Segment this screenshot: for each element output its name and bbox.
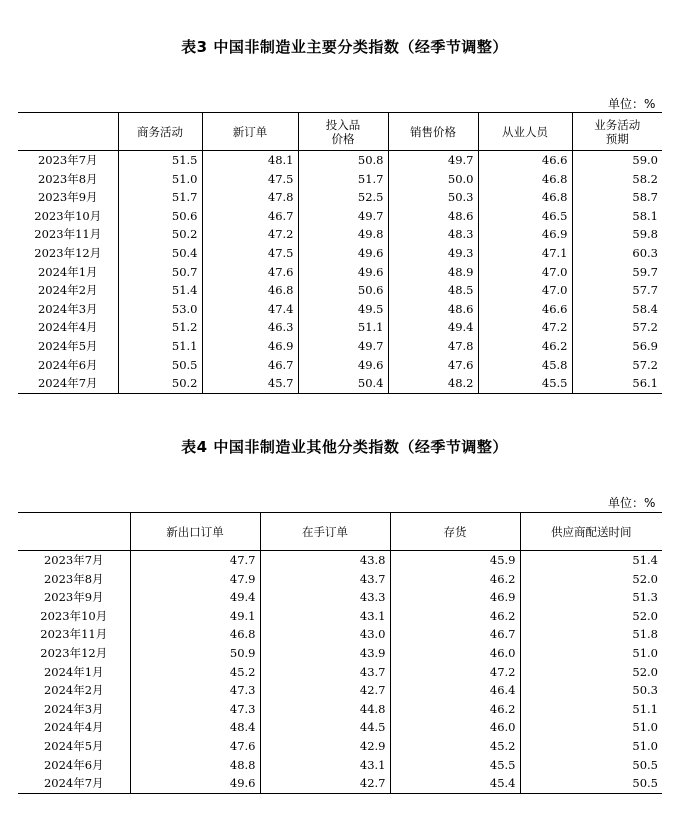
table3-header-cell: 商务活动 — [118, 113, 202, 151]
table-row — [18, 774, 662, 793]
value-cell: 50.6 — [118, 207, 202, 226]
value-cell: 48.6 — [388, 300, 478, 319]
value-cell: 50.2 — [118, 374, 202, 393]
table-row — [18, 207, 662, 226]
value-cell: 45.9 — [390, 551, 520, 570]
value-cell: 49.5 — [298, 300, 388, 319]
value-cell: 47.4 — [202, 300, 298, 319]
value-cell: 51.1 — [520, 700, 662, 719]
value-cell: 46.2 — [390, 700, 520, 719]
value-cell: 42.7 — [260, 681, 390, 700]
table4-header-cell: 存货 — [390, 513, 520, 551]
row-label-cell: 2023年9月 — [37, 190, 98, 205]
value-cell: 49.3 — [388, 244, 478, 263]
value-cell: 57.2 — [572, 318, 662, 337]
value-cell: 51.0 — [520, 737, 662, 756]
value-cell: 47.6 — [388, 356, 478, 375]
value-cell: 50.5 — [520, 756, 662, 775]
value-cell: 45.4 — [390, 774, 520, 793]
table-row — [18, 170, 662, 189]
value-cell: 42.9 — [260, 737, 390, 756]
table3-header-cell: 新订单 — [202, 113, 298, 151]
table-row — [18, 225, 662, 244]
value-cell: 47.7 — [130, 551, 260, 570]
value-cell: 51.0 — [520, 644, 662, 663]
value-cell: 42.7 — [260, 774, 390, 793]
value-cell: 46.7 — [390, 625, 520, 644]
table4-header-cell — [18, 513, 130, 551]
value-cell: 58.7 — [572, 188, 662, 207]
value-cell: 49.6 — [298, 263, 388, 282]
value-cell: 51.0 — [118, 170, 202, 189]
value-cell: 46.8 — [478, 188, 572, 207]
table3-header-cell — [18, 113, 118, 151]
table-row — [18, 756, 662, 775]
value-cell: 46.7 — [202, 207, 298, 226]
value-cell: 47.0 — [478, 263, 572, 282]
value-cell: 43.9 — [260, 644, 390, 663]
value-cell: 52.5 — [298, 188, 388, 207]
value-cell: 44.8 — [260, 700, 390, 719]
value-cell: 46.5 — [478, 207, 572, 226]
value-cell: 47.3 — [130, 681, 260, 700]
value-cell: 48.1 — [202, 151, 298, 170]
value-cell: 59.7 — [572, 263, 662, 282]
table-row — [18, 607, 662, 626]
value-cell: 49.6 — [298, 244, 388, 263]
value-cell: 49.6 — [298, 356, 388, 375]
value-cell: 47.2 — [478, 318, 572, 337]
table-row — [18, 356, 662, 375]
table-row — [18, 625, 662, 644]
value-cell: 51.7 — [298, 170, 388, 189]
table-row — [18, 570, 662, 589]
table-row — [18, 337, 662, 356]
row-label-cell: 2023年11月 — [34, 227, 102, 242]
value-cell: 48.2 — [388, 374, 478, 393]
table-row — [18, 151, 662, 170]
value-cell: 51.4 — [520, 551, 662, 570]
value-cell: 49.8 — [298, 225, 388, 244]
value-cell: 46.2 — [478, 337, 572, 356]
row-label-cell: 2024年1月 — [43, 664, 104, 679]
row-label-cell: 2024年5月 — [43, 738, 104, 753]
value-cell: 47.5 — [202, 244, 298, 263]
value-cell: 47.1 — [478, 244, 572, 263]
value-cell: 43.8 — [260, 551, 390, 570]
table-row — [18, 644, 662, 663]
value-cell: 46.6 — [478, 300, 572, 319]
value-cell: 46.9 — [202, 337, 298, 356]
value-cell: 51.2 — [118, 318, 202, 337]
value-cell: 46.4 — [390, 681, 520, 700]
value-cell: 47.6 — [202, 263, 298, 282]
value-cell: 50.5 — [520, 774, 662, 793]
value-cell: 58.2 — [572, 170, 662, 189]
value-cell: 45.5 — [478, 374, 572, 393]
table-row — [18, 318, 662, 337]
value-cell: 51.7 — [118, 188, 202, 207]
table4-header-row — [18, 513, 662, 551]
value-cell: 48.4 — [130, 718, 260, 737]
table-row — [18, 718, 662, 737]
value-cell: 46.0 — [390, 718, 520, 737]
value-cell: 52.0 — [520, 570, 662, 589]
table-row — [18, 263, 662, 282]
table-row — [18, 244, 662, 263]
value-cell: 51.3 — [520, 588, 662, 607]
value-cell: 58.4 — [572, 300, 662, 319]
value-cell: 47.8 — [388, 337, 478, 356]
table3-header-cell: 从业人员 — [478, 113, 572, 151]
row-label-cell: 2023年11月 — [40, 627, 108, 642]
value-cell: 51.0 — [520, 718, 662, 737]
table-row — [18, 663, 662, 682]
value-cell: 43.0 — [260, 625, 390, 644]
table-row — [18, 188, 662, 207]
value-cell: 49.7 — [298, 207, 388, 226]
table-row — [18, 374, 662, 393]
value-cell: 56.9 — [572, 337, 662, 356]
table3-unit: 单位：% — [608, 97, 656, 111]
value-cell: 45.7 — [202, 374, 298, 393]
value-cell: 50.4 — [118, 244, 202, 263]
table-row — [18, 681, 662, 700]
value-cell: 50.4 — [298, 374, 388, 393]
value-cell: 48.9 — [388, 263, 478, 282]
value-cell: 46.8 — [202, 281, 298, 300]
table-row — [18, 281, 662, 300]
row-label-cell: 2024年3月 — [37, 301, 98, 316]
row-label-cell: 2023年9月 — [43, 590, 104, 605]
row-label-cell: 2024年6月 — [37, 357, 98, 372]
table-row — [18, 700, 662, 719]
row-label-cell: 2023年8月 — [43, 571, 104, 586]
value-cell: 47.0 — [478, 281, 572, 300]
value-cell: 46.9 — [478, 225, 572, 244]
value-cell: 52.0 — [520, 607, 662, 626]
value-cell: 51.5 — [118, 151, 202, 170]
table4-header-cell: 供应商配送时间 — [520, 513, 662, 551]
value-cell: 43.1 — [260, 607, 390, 626]
table3-header-cell: 投入品 价格 — [298, 113, 388, 151]
value-cell: 46.2 — [390, 570, 520, 589]
row-label-cell: 2024年7月 — [18, 774, 130, 793]
value-cell: 46.8 — [478, 170, 572, 189]
value-cell: 49.4 — [388, 318, 478, 337]
value-cell: 47.2 — [202, 225, 298, 244]
value-cell: 48.8 — [130, 756, 260, 775]
value-cell: 46.0 — [390, 644, 520, 663]
value-cell: 59.0 — [572, 151, 662, 170]
value-cell: 47.3 — [130, 700, 260, 719]
row-label-cell: 2023年10月 — [34, 208, 102, 223]
value-cell: 43.3 — [260, 588, 390, 607]
value-cell: 46.6 — [478, 151, 572, 170]
value-cell: 44.5 — [260, 718, 390, 737]
value-cell: 43.7 — [260, 570, 390, 589]
row-label-cell: 2023年12月 — [34, 245, 102, 260]
value-cell: 58.1 — [572, 207, 662, 226]
value-cell: 50.2 — [118, 225, 202, 244]
value-cell: 49.7 — [298, 337, 388, 356]
value-cell: 46.3 — [202, 318, 298, 337]
value-cell: 57.2 — [572, 356, 662, 375]
value-cell: 50.0 — [388, 170, 478, 189]
value-cell: 47.9 — [130, 570, 260, 589]
row-label-cell: 2023年7月 — [37, 153, 98, 167]
value-cell: 52.0 — [520, 663, 662, 682]
value-cell: 49.6 — [130, 774, 260, 793]
value-cell: 47.8 — [202, 188, 298, 207]
table-row — [18, 588, 662, 607]
value-cell: 43.7 — [260, 663, 390, 682]
value-cell: 47.6 — [130, 737, 260, 756]
row-label-cell: 2024年7月 — [18, 374, 118, 393]
value-cell: 45.2 — [130, 663, 260, 682]
value-cell: 48.6 — [388, 207, 478, 226]
value-cell: 49.1 — [130, 607, 260, 626]
value-cell: 46.8 — [130, 625, 260, 644]
table-row — [18, 300, 662, 319]
row-label-cell: 2024年2月 — [37, 283, 98, 298]
value-cell: 50.3 — [520, 681, 662, 700]
value-cell: 50.6 — [298, 281, 388, 300]
value-cell: 59.8 — [572, 225, 662, 244]
value-cell: 51.4 — [118, 281, 202, 300]
row-label-cell: 2023年10月 — [40, 608, 108, 623]
table4-title: 表4 中国非制造业其他分类指数（经季节调整） — [181, 438, 508, 456]
row-label-cell: 2023年12月 — [40, 645, 108, 660]
value-cell: 53.0 — [118, 300, 202, 319]
table4-header-cell: 在手订单 — [260, 513, 390, 551]
value-cell: 57.7 — [572, 281, 662, 300]
row-label-cell: 2024年3月 — [43, 701, 104, 716]
value-cell: 46.7 — [202, 356, 298, 375]
value-cell: 56.1 — [572, 374, 662, 393]
row-label-cell: 2024年1月 — [37, 264, 98, 279]
table3 — [18, 112, 662, 394]
value-cell: 60.3 — [572, 244, 662, 263]
table4 — [18, 512, 662, 794]
value-cell: 51.1 — [118, 337, 202, 356]
value-cell: 46.9 — [390, 588, 520, 607]
value-cell: 45.5 — [390, 756, 520, 775]
value-cell: 46.2 — [390, 607, 520, 626]
table3-header-row — [18, 113, 662, 151]
value-cell: 48.3 — [388, 225, 478, 244]
value-cell: 45.2 — [390, 737, 520, 756]
value-cell: 47.2 — [390, 663, 520, 682]
value-cell: 45.8 — [478, 356, 572, 375]
value-cell: 43.1 — [260, 756, 390, 775]
value-cell: 50.8 — [298, 151, 388, 170]
table3-header-cell: 销售价格 — [388, 113, 478, 151]
table3-title: 表3 中国非制造业主要分类指数（经季节调整） — [181, 38, 508, 56]
value-cell: 50.5 — [118, 356, 202, 375]
table-row — [18, 551, 662, 570]
value-cell: 49.7 — [388, 151, 478, 170]
table4-unit: 单位：% — [608, 496, 656, 510]
value-cell: 49.4 — [130, 588, 260, 607]
row-label-cell: 2024年6月 — [43, 757, 104, 772]
row-label-cell: 2024年4月 — [43, 720, 104, 735]
value-cell: 50.3 — [388, 188, 478, 207]
value-cell: 50.9 — [130, 644, 260, 663]
row-label-cell: 2024年2月 — [43, 683, 104, 698]
value-cell: 51.8 — [520, 625, 662, 644]
value-cell: 50.7 — [118, 263, 202, 282]
table-row — [18, 737, 662, 756]
table4-header-cell: 新出口订单 — [130, 513, 260, 551]
row-label-cell: 2023年7月 — [43, 553, 104, 567]
value-cell: 51.1 — [298, 318, 388, 337]
value-cell: 48.5 — [388, 281, 478, 300]
row-label-cell: 2024年5月 — [37, 338, 98, 353]
row-label-cell: 2024年4月 — [37, 320, 98, 335]
table3-header-cell: 业务活动 预期 — [572, 113, 662, 151]
value-cell: 47.5 — [202, 170, 298, 189]
row-label-cell: 2023年8月 — [37, 171, 98, 186]
